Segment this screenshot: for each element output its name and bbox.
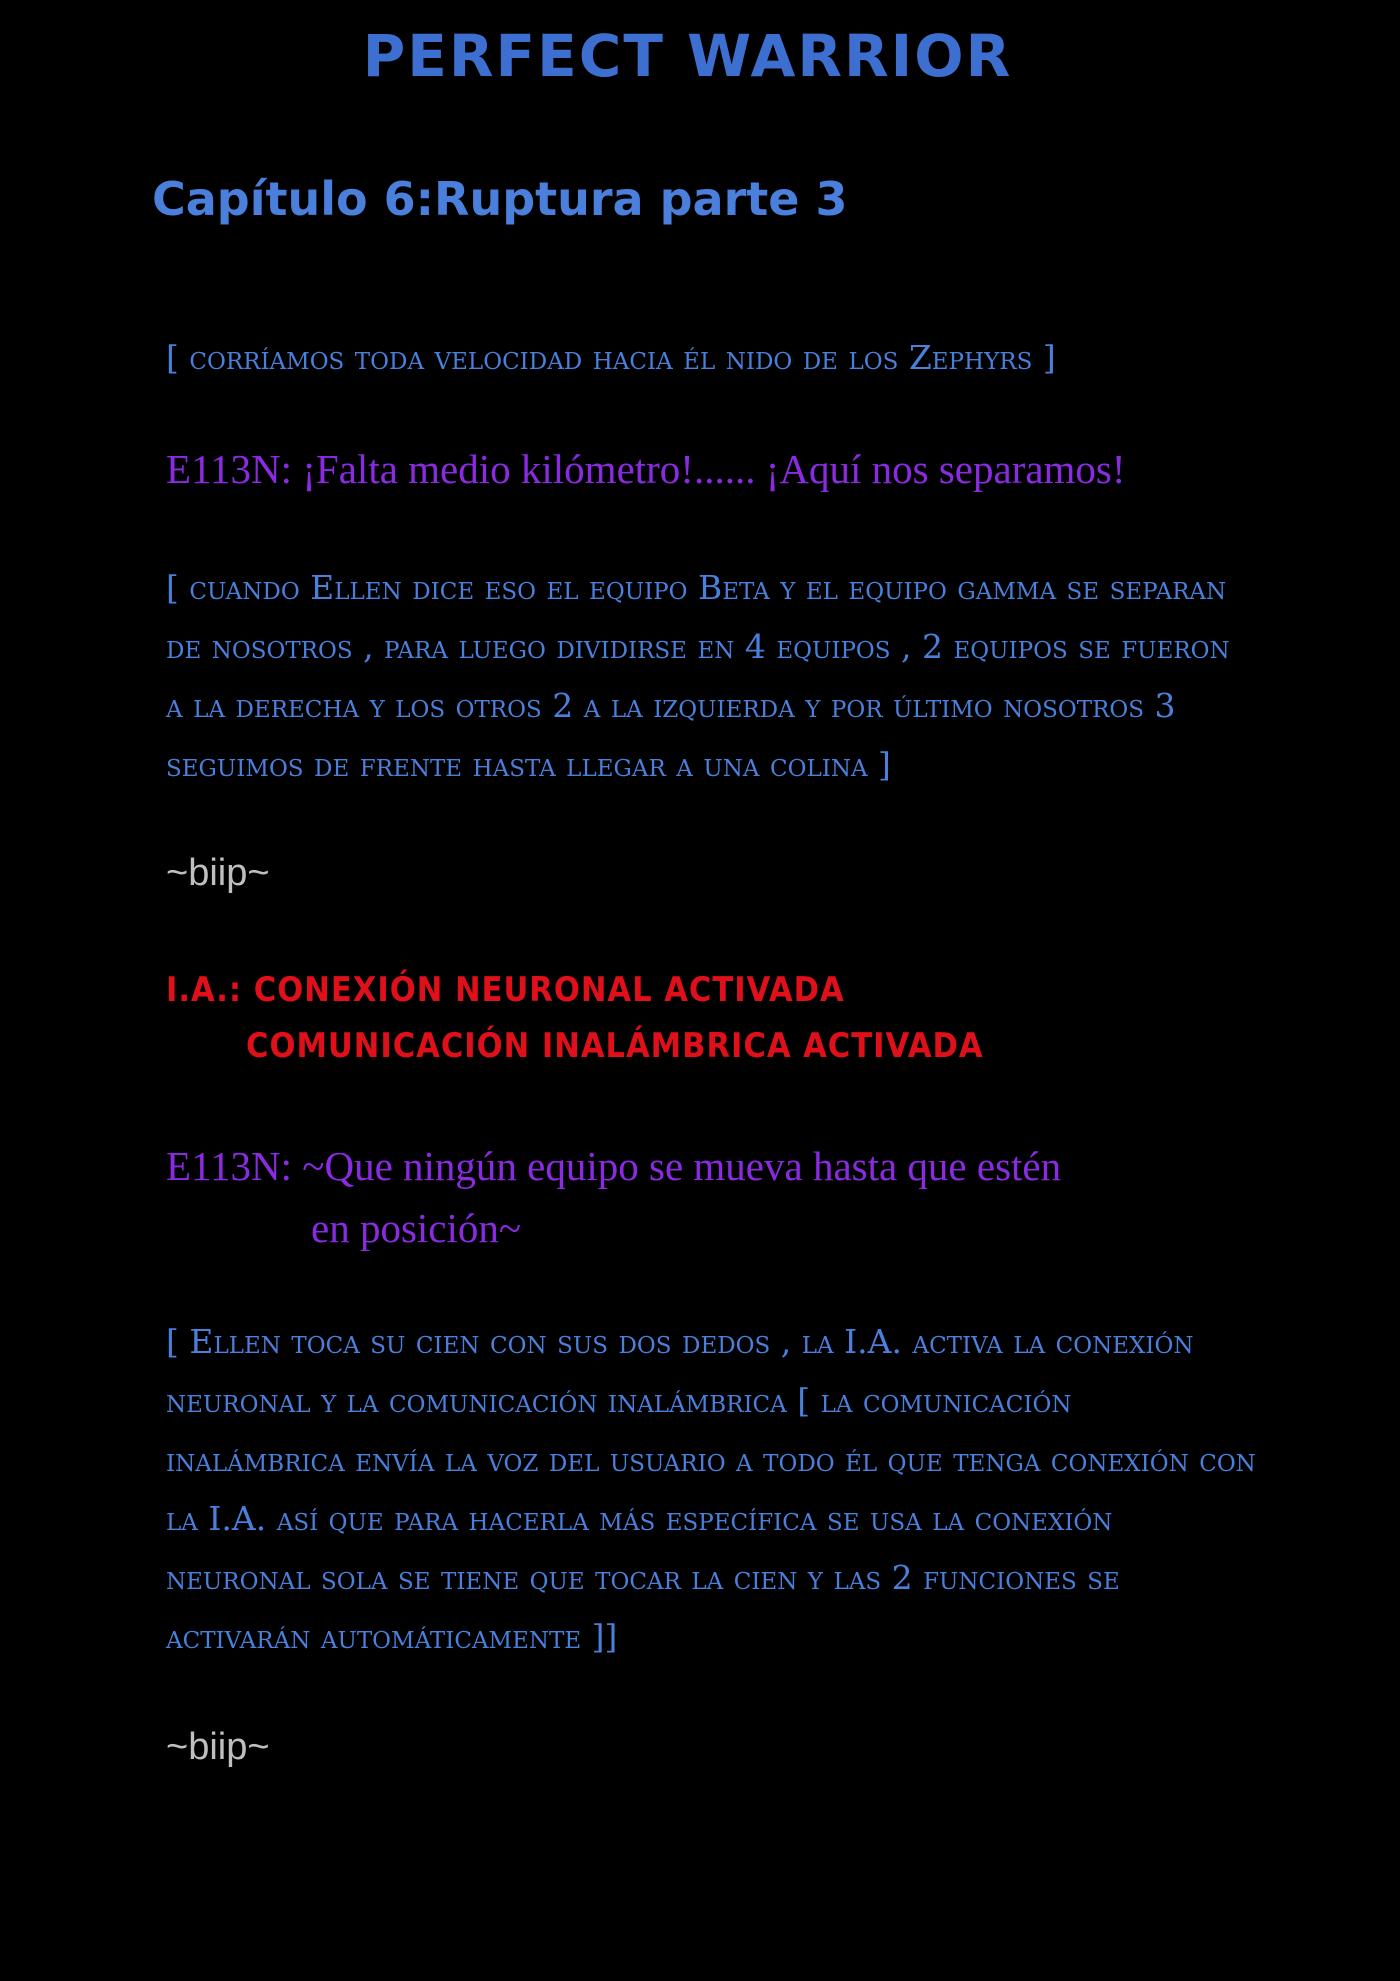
dialog-text-line-2: en posición~ — [311, 1205, 522, 1251]
sound-effect-1: ~biip~ — [166, 852, 270, 894]
dialog-text: ¡Falta medio kilómetro!...... ¡Aquí nos separamos! — [302, 446, 1126, 492]
narration-2: [ cuando Ellen dice eso el equipo Beta y el equipo gamma se separan de nosotros , para luego dividirse en 4 equipos , 2 equipos se fueron a la derecha y los otros 2 a la izquierda y por último nosotros 3 seguimos de frente hasta llegar a una colina ] — [166, 568, 1230, 784]
dialog-speaker: E113N: — [166, 446, 303, 492]
ai-message — [166, 962, 1256, 1074]
ai-line-1: I.A.: CONEXIÓN NEURONAL ACTIVADA — [166, 970, 845, 1010]
narration-3: [ Ellen toca su cien con sus dos dedos , la I.A. activa la conexión neuronal y la comunicación inalámbrica [ la comunicación inalámbrica envía la voz del usuario a todo él que tenga conexión con la I.A. así que para hacerla más específica se usa la conexión neuronal sola se tiene que tocar la cien y las 2 funciones se activarán automáticamente ]] — [166, 1322, 1256, 1656]
dialog-2 — [166, 1135, 1256, 1259]
sound-effect-2: ~biip~ — [166, 1726, 270, 1768]
dialog-text-line-1: ~Que ningún equipo se mueva hasta que estén — [302, 1143, 1062, 1189]
dialog-1 — [166, 438, 1256, 500]
chapter-heading: Capítulo 6:Ruptura parte 3 — [152, 172, 848, 226]
dialog-speaker: E113N: — [166, 1143, 303, 1189]
ai-line-2: COMUNICACIÓN INALÁMBRICA ACTIVADA — [246, 1026, 984, 1066]
narration-1: [ corríamos toda velocidad hacia él nido de los Zephyrs ] — [166, 338, 1056, 377]
story-title: PERFECT WARRIOR — [362, 22, 1013, 90]
